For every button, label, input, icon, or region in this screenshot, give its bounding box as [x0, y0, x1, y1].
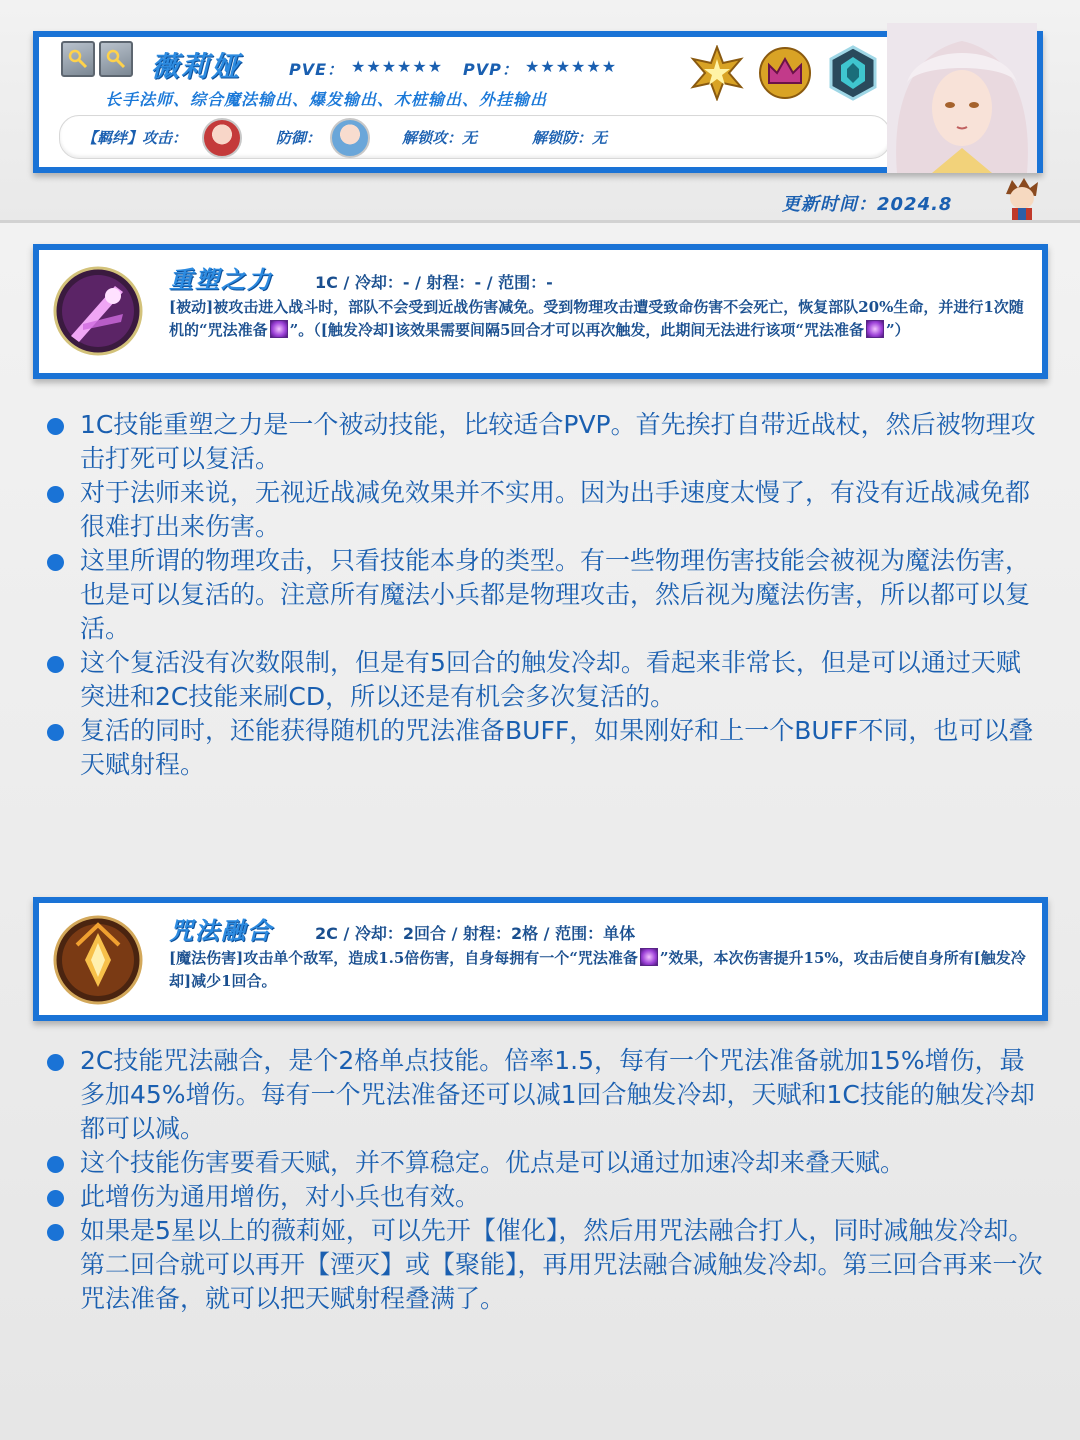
mascot-icon	[1000, 176, 1044, 220]
reshape-power-skill-icon	[53, 266, 143, 356]
list-item: 1C技能重塑之力是一个被动技能，比较适合PVP。首先挨打自带近战杖，然后被物理攻击打死可以复活。	[44, 408, 1044, 476]
key-icon	[99, 41, 133, 77]
key-icon	[61, 41, 95, 77]
unlock-attack: 解锁攻：无	[402, 129, 478, 147]
spell-prep-buff-icon	[270, 320, 288, 338]
hero-card	[33, 31, 1043, 173]
spell-fusion-skill-icon	[53, 915, 143, 1005]
avatar	[330, 118, 370, 158]
list-item: 这里所谓的物理攻击，只看技能本身的类型。有一些物理伤害技能会被视为魔法伤害，也是可以复活的。注意所有魔法小兵都是物理攻击，然后视为魔法伤害，所以都可以复活。	[44, 544, 1044, 646]
avatar	[202, 118, 242, 158]
skill-card-1	[33, 244, 1048, 379]
skill-2-notes	[44, 1044, 1044, 1316]
pve-stars: ★★★★★★	[351, 57, 444, 76]
skill-meta: 1C / 冷却：- / 射程：- / 范围：-	[315, 273, 553, 292]
list-item: 如果是5星以上的薇莉娅，可以先开【催化】，然后用咒法融合打人，同时减触发冷却。第二回合就可以再开【湮灭】或【聚能】，再用咒法融合减触发冷却。第三回合再来一次咒法准备，就可以把天赋射程叠满了。	[44, 1214, 1044, 1316]
skill-desc-part: [被动]被攻击进入战斗时，部队不会受到近战伤害减免。受到物理攻击遭受致命伤害不会死亡，恢复部队20%生命，并进行1次随机的“咒法准备	[169, 298, 1024, 339]
skill-desc-part: ”效果，本次伤害提升15%，攻击后使自身所有[触发冷却]减少1回合。	[169, 949, 1026, 990]
list-item: 这个复活没有次数限制，但是有5回合的触发冷却。看起来非常长，但是可以通过天赋突进和2C技能来刷CD，所以还是有机会多次复活的。	[44, 646, 1044, 714]
hero-name: 薇莉娅	[151, 50, 242, 83]
crown-badge-icon	[757, 45, 813, 101]
bond-defense-label: 防御：	[276, 129, 322, 147]
skill-description	[169, 947, 1026, 993]
list-item: 对于法师来说，无视近战减免效果并不实用。因为出手速度太慢了，有没有近战减免都很难打出来伤害。	[44, 476, 1044, 544]
unlock-defense: 解锁防：无	[532, 129, 608, 147]
bond-attack-label: 【羁绊】攻击：	[82, 129, 188, 147]
bond-bar	[59, 115, 891, 159]
pve-label: PVE：	[289, 60, 345, 79]
hero-tags: 长手法师、综合魔法输出、爆发输出、木桩输出、外挂输出	[105, 90, 548, 109]
skill-desc-part: [魔法伤害]攻击单个敌军，造成1.5倍伤害，自身每拥有一个“咒法准备	[169, 949, 638, 967]
update-time: 更新时间：2024.8	[782, 194, 953, 215]
skill-description	[169, 296, 1026, 342]
spell-prep-buff-icon	[640, 948, 658, 966]
spell-prep-buff-icon	[866, 320, 884, 338]
list-item: 2C技能咒法融合，是个2格单点技能。倍率1.5，每有一个咒法准备就加15%增伤，最多加45%增伤。每有一个咒法准备还可以减1回合触发冷却，天赋和1C技能的触发冷却都可以减。	[44, 1044, 1044, 1146]
hero-portrait	[887, 23, 1037, 173]
pvp-stars: ★★★★★★	[525, 57, 618, 76]
star-badge-icon	[689, 45, 745, 101]
skill-meta: 2C / 冷却：2回合 / 射程：2格 / 范围：单体	[315, 924, 636, 943]
list-item: 这个技能伤害要看天赋，并不算稳定。优点是可以通过加速冷却来叠天赋。	[44, 1146, 1044, 1180]
skill-desc-part: ”）	[886, 321, 910, 339]
skill-1-notes	[44, 408, 1044, 782]
list-item: 复活的同时，还能获得随机的咒法准备BUFF，如果刚好和上一个BUFF不同，也可以叠天赋射程。	[44, 714, 1044, 782]
crystal-badge-icon	[825, 45, 881, 101]
skill-name: 重塑之力	[169, 266, 273, 294]
skill-name: 咒法融合	[169, 917, 273, 945]
skill-desc-part: ”。（[触发冷却]该效果需要间隔5回合才可以再次触发，此期间无法进行该项“咒法准备	[289, 321, 865, 339]
skill-card-2	[33, 897, 1048, 1021]
pvp-label: PVP：	[463, 60, 519, 79]
list-item: 此增伤为通用增伤，对小兵也有效。	[44, 1180, 1044, 1214]
